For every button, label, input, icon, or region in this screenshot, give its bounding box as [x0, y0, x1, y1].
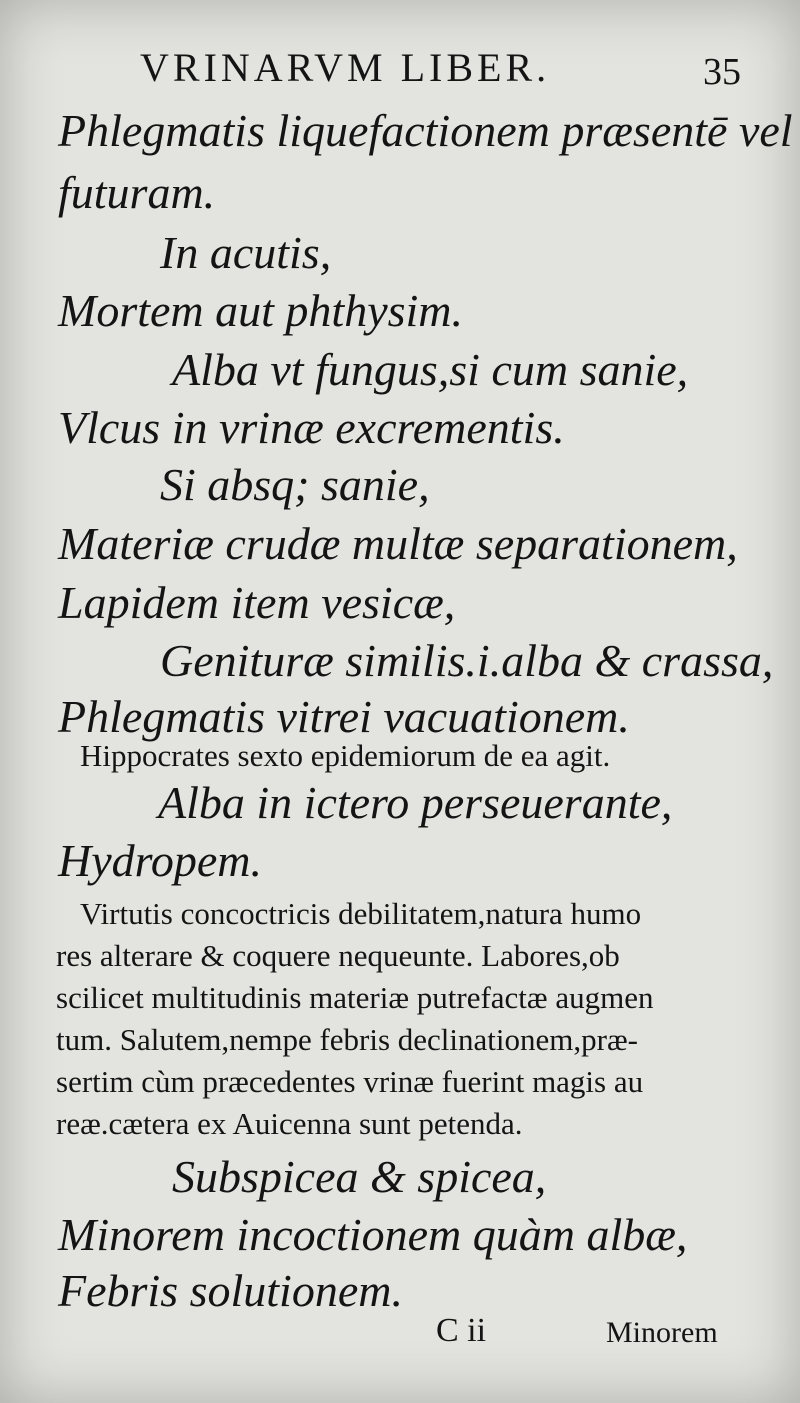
catchword: Minorem: [606, 1316, 718, 1349]
text-line: Vlcus in vrinæ excrementis.: [58, 402, 565, 453]
text-line: Genituræ similis.i.alba & crassa,: [160, 635, 774, 686]
text-line: Virtutis concoctricis debilitatem,natura humo: [80, 896, 642, 931]
text-line: Lapidem item vesicæ,: [58, 577, 456, 628]
text-line: Materiæ crudæ multæ separationem,: [58, 518, 738, 569]
text-line: reæ.cætera ex Auicenna sunt petenda.: [56, 1106, 523, 1141]
text-line: scilicet multitudinis materiæ putrefactæ augmen: [56, 980, 654, 1015]
text-line: Alba vt fungus,si cum sanie,: [172, 344, 689, 395]
text-line: sertim cùm præcedentes vrinæ fuerint magis au: [56, 1064, 644, 1099]
text-line: Phlegmatis liquefactionem præsentē vel: [58, 105, 793, 156]
text-line: futuram.: [58, 167, 216, 218]
text-line: Phlegmatis vitrei vacuationem.: [58, 691, 630, 742]
text-line: Hippocrates sexto epidemiorum de ea agit.: [80, 738, 611, 773]
text-line: Minorem incoctionem quàm albæ,: [58, 1209, 688, 1260]
text-line: tum. Salutem,nempe febris declinationem,præ-: [56, 1022, 638, 1057]
text-line: Hydropem.: [58, 835, 262, 886]
signature-mark: C ii: [436, 1312, 487, 1349]
page-number: 35: [703, 51, 741, 93]
running-title: VRINARVM LIBER.: [140, 45, 551, 90]
text-line: Alba in ictero perseuerante,: [158, 777, 673, 828]
text-line: Mortem aut phthysim.: [58, 285, 464, 336]
text-line: In acutis,: [160, 227, 332, 278]
text-line: Si absq; sanie,: [160, 459, 430, 510]
text-line: Subspicea & spicea,: [172, 1151, 547, 1202]
text-line: res alterare & coquere nequeunte. Labores,ob: [56, 938, 620, 973]
text-line: Febris solutionem.: [58, 1265, 403, 1316]
